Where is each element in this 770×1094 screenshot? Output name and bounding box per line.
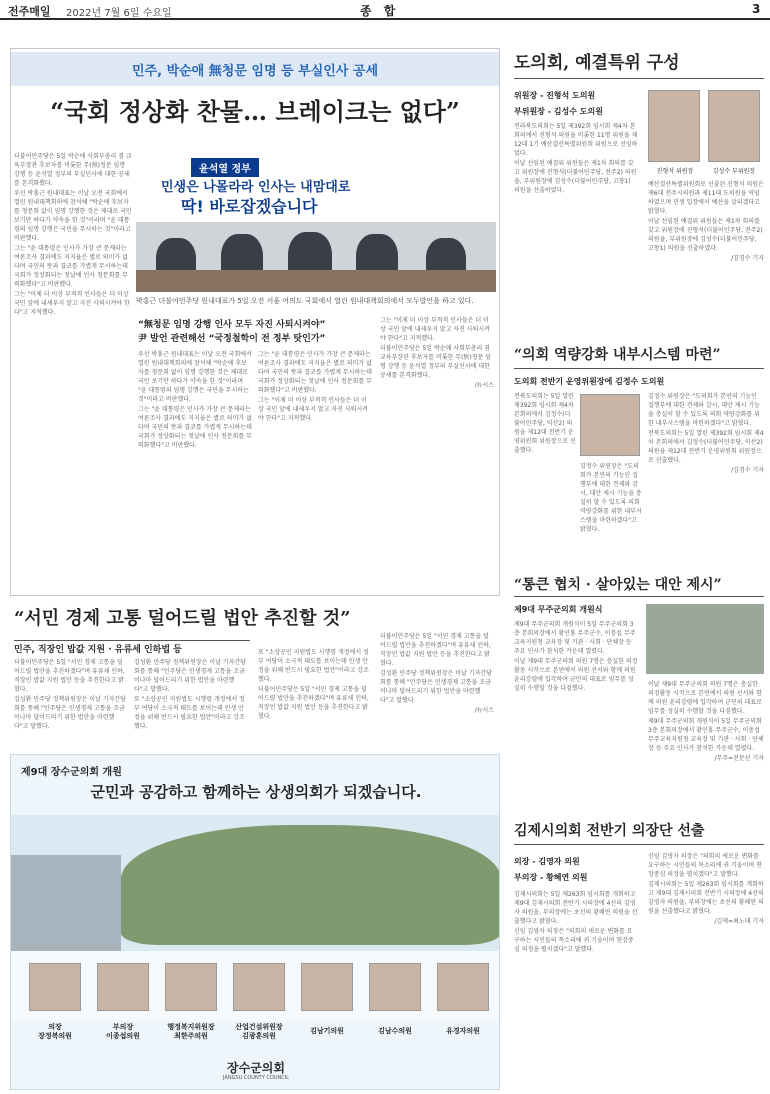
member-plate-6: 김남수의원: [378, 1027, 412, 1035]
right1-footer-mark: /김경수 기자: [731, 255, 764, 262]
right2-body-col-1: 전북도의회는 5일 열린 제392회 임시회 제4차 본회의에서 김정수(더불어민주당, 익산2) 의원을 제12대 전반기 운영위원회 위원장으로 선출했다.: [514, 393, 576, 454]
right3-subhead: 제9대 무주군의회 개원식: [514, 605, 603, 614]
photo-slogan-1: 민생은 나몰라라 인사는 내맘대로: [161, 180, 351, 195]
photo-desk: [136, 270, 496, 292]
right1-headline: 도의회, 예결특위 구성: [514, 53, 680, 73]
right2-photo: [580, 394, 640, 456]
lead-footer-mark: /뉴시스: [474, 382, 494, 389]
right1-body-col-2: 예산결산특별위원회로 선출된 진형석 의원은 제6대 전주시의원과 제11대 도의원을 역임하였으며 민생 입장에서 예산을 살피겠다고 밝혔다. 이날 선임된 예결위 위원들은 제1차 회의를 갖고 위원장에 진형석(더불어민주당, 전주2) 의원을, 부위원장에 김성수(더불어민주당, 고창1) 의원을 선출하였다. /김경수 기자: [648, 181, 764, 262]
member-plate-2: 부의장 이종섭의원: [106, 1023, 140, 1040]
right4-role-1: 의장 - 김영자 의원: [514, 857, 580, 866]
right1-photo-1-caption: 진형석 위원장: [656, 168, 694, 175]
member-photo-4: [233, 963, 285, 1011]
member-photo-7: [437, 963, 489, 1011]
right1-role-1: 위원장 - 진형석 도의원: [514, 91, 596, 100]
member-plate-4: 산업건설위원장 김광훈의원: [235, 1023, 283, 1040]
right4-footer-mark: /김제=최노대 기자: [714, 918, 764, 925]
bill-subhead: 민주, 직장인 밥값 지원 · 유류세 인하법 등: [14, 645, 182, 655]
lead-body-col-3: 그는 "윤 대통령은 인사가 가장 큰 문제라는 여론조사 결과에도 지지율은 별로 의미가 없다며 국민의 뜻과 결코를 가볍게 무시하는데 국회가 정상화되는 첫날에 인사 청문회를 무력화했다"고 비판했다. 그는 "이제 더 이상 부적격 인사들은 더 이상 국민 앞에 내세우지 말고 자진 사퇴시켜야 한다"고 지적했다.: [258, 351, 372, 422]
right1-role-2: 부위원장 - 김성수 도의원: [514, 107, 603, 116]
right4-body-col-1: 김제시의회는 5일 제263회 임시회를 개회하고 제9대 김제시의회 전반기 시의장에 4선의 김영자 의원을, 부의장에는 초선의 황혜연 의원을 선출했다고 밝혔다. 신임 김영자 의장은 "의회의 새로운 변화를 요구하는 시민들의 목소리에 귀 기울이며 현장중심 의정을 펼치겠다"고 말했다.: [514, 891, 638, 953]
lead-sub-2: 尹 발언 관련해선 “국정철학이 전 정부 탓인가”: [138, 334, 326, 344]
right3-body-col-1: 제9대 무주군의회 개원식이 5일 무주군의회 3층 본회의장에서 황인홍 무주군수, 이충섭 무주교육지원청 교육장 및 기관 · 사회 · 단체장 등 주요 인사가 참석한 가운데 열렸다. 이날 제9대 무주군의회 의원 7명은 충실한 의정활동 시작으로 본연에서 의원 선서와 함께 의원 윤리강령에 입각하여 군민의 대표로 임무를 성실히 수행할 것을 다짐했다.: [514, 621, 638, 692]
right1-photo-2-caption: 김성수 부위원장: [712, 168, 756, 175]
lead-body-col-2: 우선 박홍근 원내대표는 이날 오전 국회에서 열린 원내대책회의에 참석해 "박순애 후보자를 청문회 없이 임명 강행한 것은 제대로 국민 보기만 하다가 약속을 한 것"이라며 "윤 대통령의 임명 강행은 국민을 무시하는 것"이라고 비판했다. 그는 "윤 대통령은 인사가 가장 큰 문제라는 여론조사 결과에도 지지율은 별로 의미가 없다며 국민의 뜻과 결코를 가볍게 무시하는데 국회가 정상화되는 첫날에 인사 청문회를 무력화했다"고 비판했다.: [138, 351, 252, 449]
member-photo-5: [301, 963, 353, 1011]
member-plate-3: 행정복지위원장 최한주의원: [167, 1023, 215, 1040]
right1-photo-2: [708, 90, 760, 162]
member-photo-6: [369, 963, 421, 1011]
right4-rule: [514, 844, 764, 845]
bill-rule: [14, 640, 250, 641]
page-header: [0, 0, 770, 20]
lead-headline: “국회 정상화 찬물… 브레이크는 없다”: [50, 97, 460, 126]
member-plate-1: 의장 장정복의원: [38, 1023, 72, 1040]
member-plate-7: 유경자의원: [446, 1027, 480, 1035]
ad-tree: [121, 825, 500, 945]
ad-title: 제9대 장수군의회 개원: [21, 767, 122, 778]
ad-logo: 장수군의회: [227, 1061, 285, 1075]
right3-photo: [646, 604, 764, 674]
lead-body-col-4: 그는 "이제 더 이상 부적격 인사들은 더 이상 국민 앞에 내세우지 말고 자진 사퇴시켜야 한다"고 지적했다. 더불어민주당은 5일 박순애 사회부총리 겸 교육부장관 후보자를 비롯한 무(無)청문 임명 강행 등 윤석열 정부의 부실인사에 대한 공세를 본격화했다. /뉴시스: [380, 317, 494, 389]
bill-body-col-4: 더불어민주당은 5일 "서민 경제 고통을 덜어드릴 법안을 추진하겠다"며 유류세 인하, 직장인 밥값 지원 법안 등을 추진한다고 밝혔다. 김성환 민주당 정책위원장은 이날 기자간담회를 통해 "민주당은 민생경제 고통을 조금이나마 덜어드리기 위한 법안을 마련했다"고 말했다. /뉴시스: [380, 633, 494, 714]
page-number: 3: [752, 2, 761, 16]
right2-body-col-2: 김정수 위원장은 "도의회가 본연의 기능인 집행부에 대한 견제와 감시, 대안 제시 기능을 충실히 할 수 있도록 의회 역량강화를 위한 내부시스템을 마련하겠다"고 밝혔다.: [580, 463, 642, 533]
newspaper-name: 전주매일: [8, 5, 51, 18]
lead-photo-caption: 박홍근 더불어민주당 원내대표가 5일 오전 서울 여의도 국회에서 열린 원내대책회의에서 모두발언을 하고 있다.: [136, 297, 474, 305]
right1-photo-1: [648, 90, 700, 162]
right2-footer-mark: /김경수 기자: [731, 467, 764, 474]
lead-subheads: [138, 318, 378, 346]
bill-body-col-3: 또 "소상공인 지원법도 시행령 개정에서 정부 여당이 소극적 태도를 보이는데 민생 안정을 위해 반드시 필요한 법안"이라고 강조했다. 더불어민주당은 5일 "서민 경제 고통을 덜어드릴 법안을 추진하겠다"며 유류세 인하, 직장인 밥값 지원 법안 등을 추진한다고 밝혔다.: [258, 649, 369, 720]
right3-headline: “통큰 협치 · 살아있는 대안 제시”: [514, 577, 722, 593]
right3-rule: [514, 596, 764, 597]
right4-body-col-2: 신임 김영자 의장은 "의회의 새로운 변화를 요구하는 시민들의 목소리에 귀 기울이며 현장중심 의정을 펼치겠다"고 말했다. 김제시의회는 5일 제263회 임시회를 개회하고 제9대 김제시의회 전반기 시의장에 4선의 김영자 의원을, 부의장에는 초선의 황혜연 의원을 선출했다고 밝혔다. /김제=최노대 기자: [648, 853, 764, 925]
right2-subhead: 도의회 전반기 운영위원장에 김정수 도의원: [514, 377, 665, 386]
member-photo-1: [29, 963, 81, 1011]
right2-rule: [514, 368, 764, 369]
right1-rule: [514, 78, 764, 79]
lead-photo: [136, 152, 496, 292]
bill-body-col-1: 더불어민주당은 5일 "서민 경제 고통을 덜어드릴 법안을 추진하겠다"며 유류세 인하, 직장인 밥값 지원 법안 등을 추진한다고 밝혔다. 김성환 민주당 정책위원장은 이날 기자간담회를 통해 "민주당은 민생경제 고통을 조금이나마 덜어드리기 위한 법안을 마련했다"고 말했다.: [14, 659, 126, 730]
right2-body-col-3: 김정수 위원장은 "도의회가 본연의 기능인 집행부에 대한 견제와 감시, 대안 제시 기능을 충실히 할 수 있도록 의회 역량강화를 위한 내부시스템을 마련하겠다"고 밝혔다. 전북도의회는 5일 열린 제392회 임시회 제4차 본회의에서 김정수(더불어민주당, 익산2) 의원을 제12대 전반기 운영위원회 위원장으로 선출했다. /김경수 기자: [648, 393, 764, 474]
lead-sub-1: “無청문 임명 강행 인사 모두 자진 사퇴시켜야”: [138, 320, 326, 330]
lead-kicker: 민주, 박순애 無청문 임명 등 부실인사 공세: [131, 64, 379, 79]
photo-slogan-2: 딱! 바로잡겠습니다: [181, 197, 318, 216]
ad-building: [11, 855, 121, 955]
right4-headline: 김제시의회 전반기 의장단 선출: [514, 823, 705, 839]
member-photo-3: [165, 963, 217, 1011]
ad-logo-en: JANGSU COUNTY COUNCIL: [223, 1075, 289, 1081]
member-plate-5: 김남기의원: [310, 1027, 344, 1035]
right4-role-2: 부의장 - 황혜연 의원: [514, 873, 588, 882]
issue-date: 2022년 7월 6일 수요일: [66, 8, 172, 19]
bill-headline: “서민 경제 고통 덜어드릴 법안 추진할 것”: [14, 608, 351, 629]
section-title: 종 합: [360, 4, 400, 18]
right2-headline: “의회 역량강화 내부시스템 마련”: [514, 347, 721, 363]
member-photo-2: [97, 963, 149, 1011]
council-ad: [10, 754, 500, 1090]
photo-banner-tag: 윤석열 정부: [191, 158, 259, 177]
bill-footer-mark: /뉴시스: [474, 707, 494, 714]
bill-body-col-2: 김성환 민주당 정책위원장은 이날 기자간담회를 통해 "민주당은 민생경제 고통을 조금이나마 덜어드리기 위한 법안을 마련했다"고 말했다. 또 "소상공인 지원법도 시행령 개정에서 정부 여당이 소극적 태도를 보이는데 민생 안정을 위해 반드시 필요한 법안"이라고 강조했다.: [134, 659, 246, 730]
right3-body-col-2: 이날 제9대 무주군의회 의원 7명은 충실한 의정활동 시작으로 본연에서 의원 선서와 함께 의원 윤리강령에 입각하여 군민의 대표로 임무를 성실히 수행할 것을 다짐했다. 제9대 무주군의회 개원식이 5일 무주군의회 3층 본회의장에서 황인홍 무주군수, 이충섭 무주교육지원청 교육장 및 기관 · 사회 · 단체장 등 주요 인사가 참석한 가운데 열렸다. /무주=전문선 기자: [648, 681, 764, 762]
right3-footer-mark: /무주=전문선 기자: [714, 755, 764, 762]
right1-body-col-1: 전라북도의회는 5일 제392회 임시회 제4차 본회의에서 진형석 의원을 비롯한 11명 위원을 제12대 1기 예산결산특별위원회 위원으로 선임하였다. 이날 선임된 예결위 위원들은 제1차 회의를 갖고 위원장에 진형석(더불어민주당, 전주2) 의원을, 부위원장에 김성수(더불어민주당, 고창1) 의원을 선출하였다.: [514, 123, 638, 194]
lead-body-col-1: 더불어민주당은 5일 박순애 사회부총리 겸 교육부장관 후보자를 비롯한 무(無)청문 임명 강행 등 윤석열 정부의 부실인사에 대한 공세를 본격화했다. 우선 박홍근 원내대표는 이날 오전 국회에서 열린 원내대책회의에 참석해 "박순애 후보자를 청문회 없이 임명 강행한 것은 제대로 국민 보기만 하다가 약속을 한 것"이라며 "윤 대통령의 임명 강행은 국민을 무시하는 것"이라고 비판했다. 그는 "윤 대통령은 인사가 가장 큰 문제라는 여론조사 결과에도 지지율은 별로 의미가 없다며 국민의 뜻과 결코를 가볍게 무시하는데 국회가 정상화되는 첫날에 인사 청문회를 무력화했다"고 비판했다. 그는 "이제 더 이상 부적격 인사들은 더 이상 국민 앞에 내세우지 말고 자진 사퇴시켜야 한다"고 지적했다.: [14, 153, 132, 316]
ad-slogan: 군민과 공감하고 함께하는 상생의회가 되겠습니다.: [90, 783, 422, 801]
